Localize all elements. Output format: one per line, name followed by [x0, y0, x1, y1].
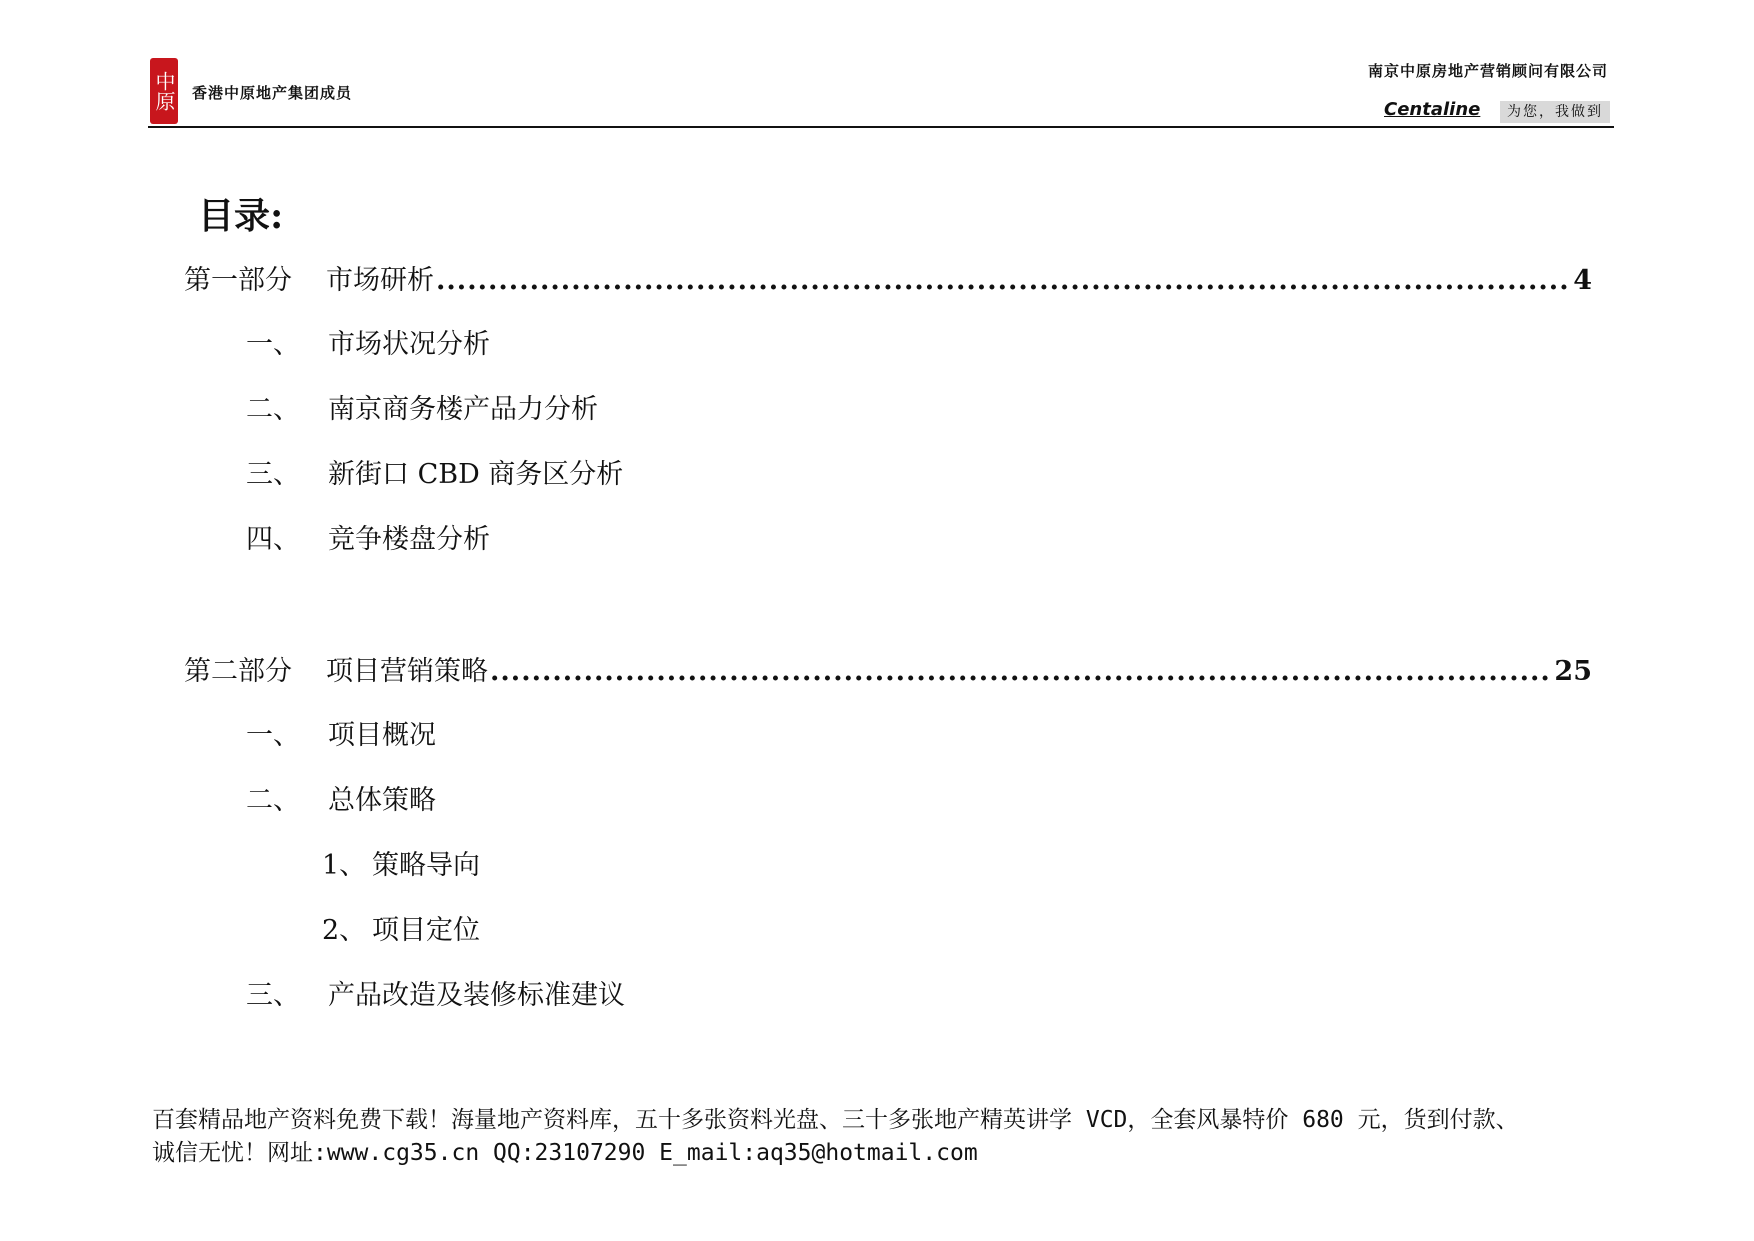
toc-part-1: [184, 258, 1592, 297]
logo-text: 中原: [152, 71, 176, 111]
item-text: 项目概况: [328, 720, 436, 751]
toc-item: [246, 973, 625, 1012]
part-label: 第一部分: [184, 265, 292, 296]
item-number: 二、: [246, 785, 300, 816]
subitem-number: 1、: [322, 850, 367, 881]
toc-item: [246, 517, 490, 556]
item-number: 二、: [246, 394, 300, 425]
footer-line-1: 百套精品地产资料免费下载！海量地产资料库，五十多张资料光盘、三十多张地产精英讲学 VCD，全套风暴特价 680 元，货到付款、: [152, 1107, 1519, 1133]
item-text: 南京商务楼产品力分析: [328, 394, 598, 425]
part-title: 市场研析: [326, 265, 434, 296]
group-name: 香港中原地产集团成员: [192, 84, 353, 102]
toc-part-2: [184, 649, 1592, 688]
toc-subitem: [322, 843, 480, 882]
dot-leader: [436, 265, 1571, 296]
header-divider: [148, 126, 1614, 128]
dot-leader: [490, 656, 1552, 687]
page-number: 4: [1573, 265, 1592, 296]
subitem-text: 策略导向: [372, 850, 480, 881]
toc-title: 目录:: [198, 195, 284, 237]
toc-item: [246, 387, 598, 426]
footer-line-2: 诚信无忧！网址:www.cg35.cn QQ:23107290 E_mail:aq35@hotmail.com: [152, 1140, 978, 1166]
item-number: 一、: [246, 329, 300, 360]
toc-subitem: [322, 908, 480, 947]
item-number: 四、: [246, 524, 300, 555]
toc-item: [246, 778, 436, 817]
item-text: 产品改造及装修标准建议: [328, 980, 625, 1011]
brand-name: Centaline: [1384, 99, 1481, 120]
toc-item: [246, 452, 623, 491]
item-number: 三、: [246, 980, 300, 1011]
toc-item: [246, 322, 490, 361]
item-text: 竞争楼盘分析: [328, 524, 490, 555]
item-number: 一、: [246, 720, 300, 751]
page-number: 25: [1554, 656, 1592, 687]
part-title: 项目营销策略: [326, 656, 488, 687]
company-name: 南京中原房地产营销顾问有限公司: [1367, 62, 1608, 80]
toc-item: [246, 713, 436, 752]
item-text: 市场状况分析: [328, 329, 490, 360]
slogan: 为您，我做到: [1500, 101, 1610, 123]
company-logo: [150, 58, 178, 124]
subitem-number: 2、: [322, 915, 367, 946]
item-text: 总体策略: [328, 785, 436, 816]
subitem-text: 项目定位: [372, 915, 480, 946]
part-label: 第二部分: [184, 656, 292, 687]
footer-notice: [152, 1104, 1602, 1170]
item-number: 三、: [246, 459, 300, 490]
item-text: 新街口 CBD 商务区分析: [328, 459, 624, 490]
